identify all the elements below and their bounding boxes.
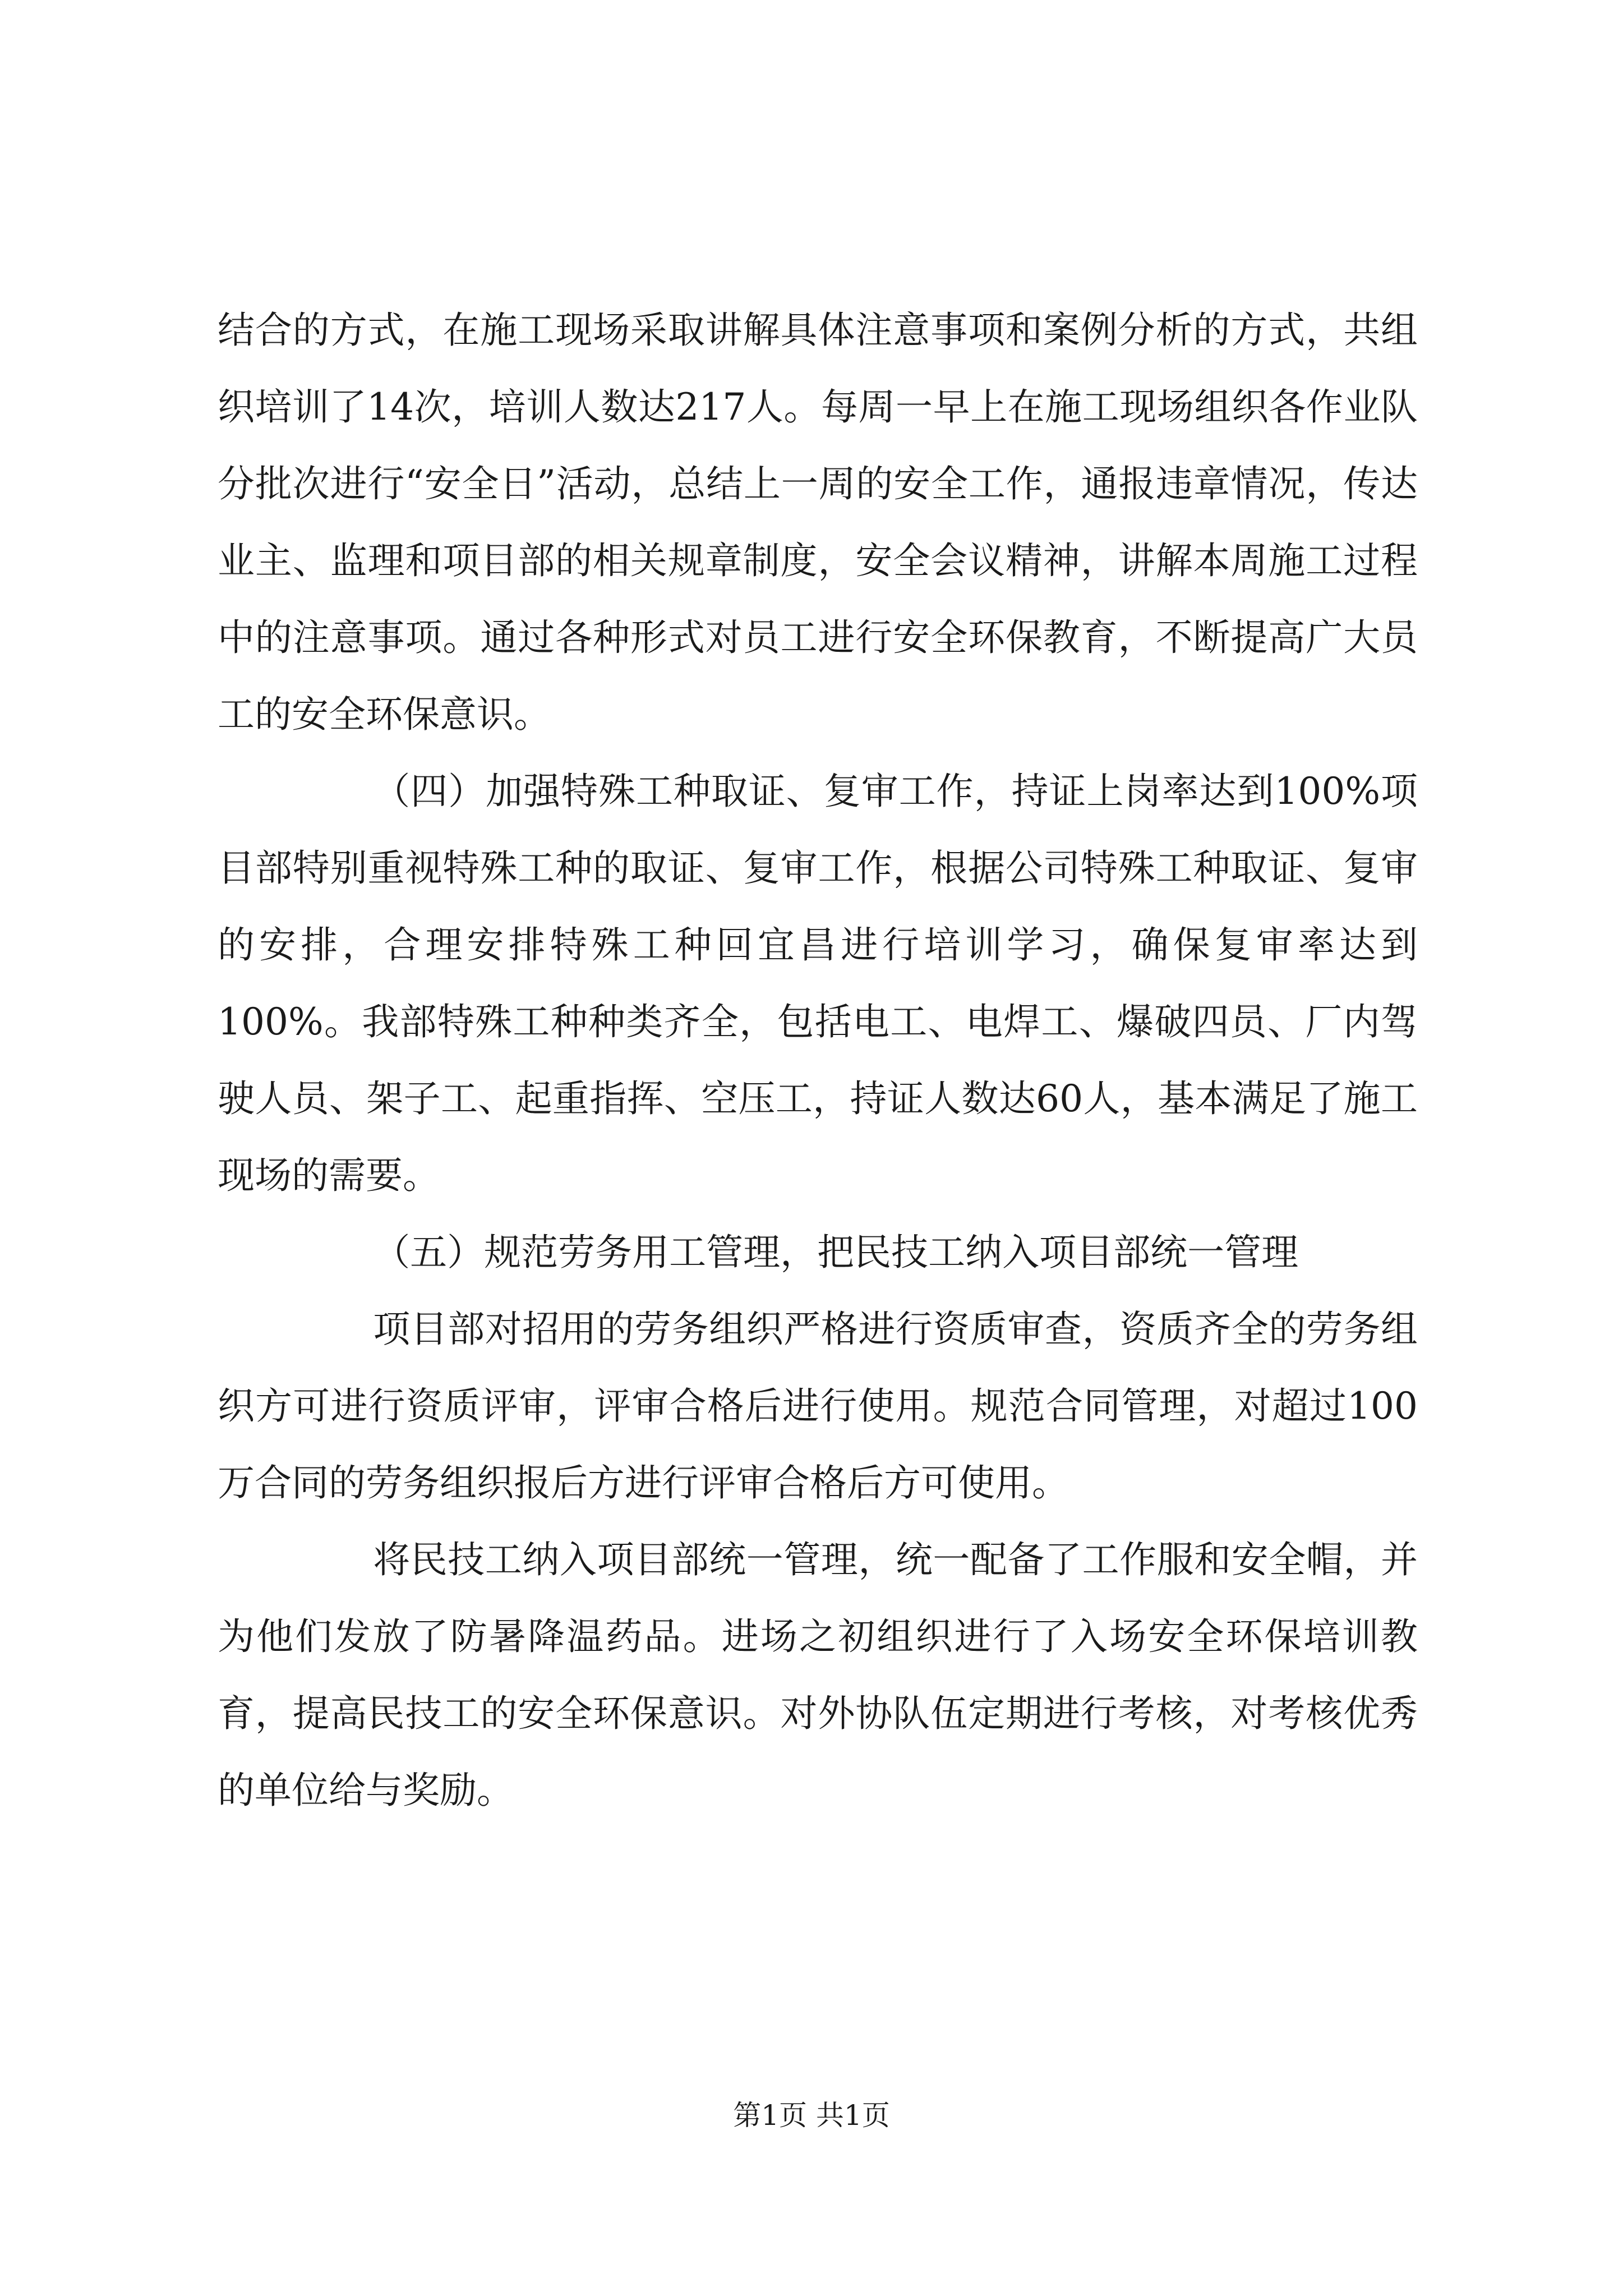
section-heading-labor-management: （五）规范劳务用工管理，把民技工纳入项目部统一管理: [373, 1231, 1299, 1274]
paragraph-labor-qualification: 项目部对招用的劳务组织严格进行资质审查，资质齐全的劳务组织方可进行资质评审，评审合格后进行使用。规范合同管理，对超过100万合同的劳务组织报后方进行评审合格后方可使用。: [218, 1308, 1418, 1504]
document-body: [218, 292, 1418, 1829]
paragraph-training-continuation: 结合的方式，在施工现场采取讲解具体注意事项和案例分析的方式，共组织培训了14次，培训人数达217人。每周一早上在施工现场组织各作业队分批次进行“安全日”活动，总结上一周的安全工作，通报违章情况，传达业主、监理和项目部的相关规章制度，安全会议精神，讲解本周施工过程中的注意事项。通过各种形式对员工进行安全环保教育，不断提高广大员工的安全环保意识。: [218, 309, 1418, 736]
page-footer: 第1页 共1页: [733, 2099, 890, 2132]
paragraph-special-workers: （四）加强特殊工种取证、复审工作，持证上岗率达到100%项目部特别重视特殊工种的取证、复审工作，根据公司特殊工种取证、复审的安排，合理安排特殊工种回宜昌进行培训学习，确保复审率达到100%。我部特殊工种种类齐全，包括电工、电焊工、爆破四员、厂内驾驶人员、架子工、起重指挥、空压工，持证人数达60人，基本满足了施工现场的需要。: [218, 770, 1418, 1197]
paragraph-migrant-workers: 将民技工纳入项目部统一管理，统一配备了工作服和安全帽，并为他们发放了防暑降温药品。进场之初组织进行了入场安全环保培训教育，提高民技工的安全环保意识。对外协队伍定期进行考核，对考核优秀的单位给与奖励。: [218, 1538, 1418, 1812]
